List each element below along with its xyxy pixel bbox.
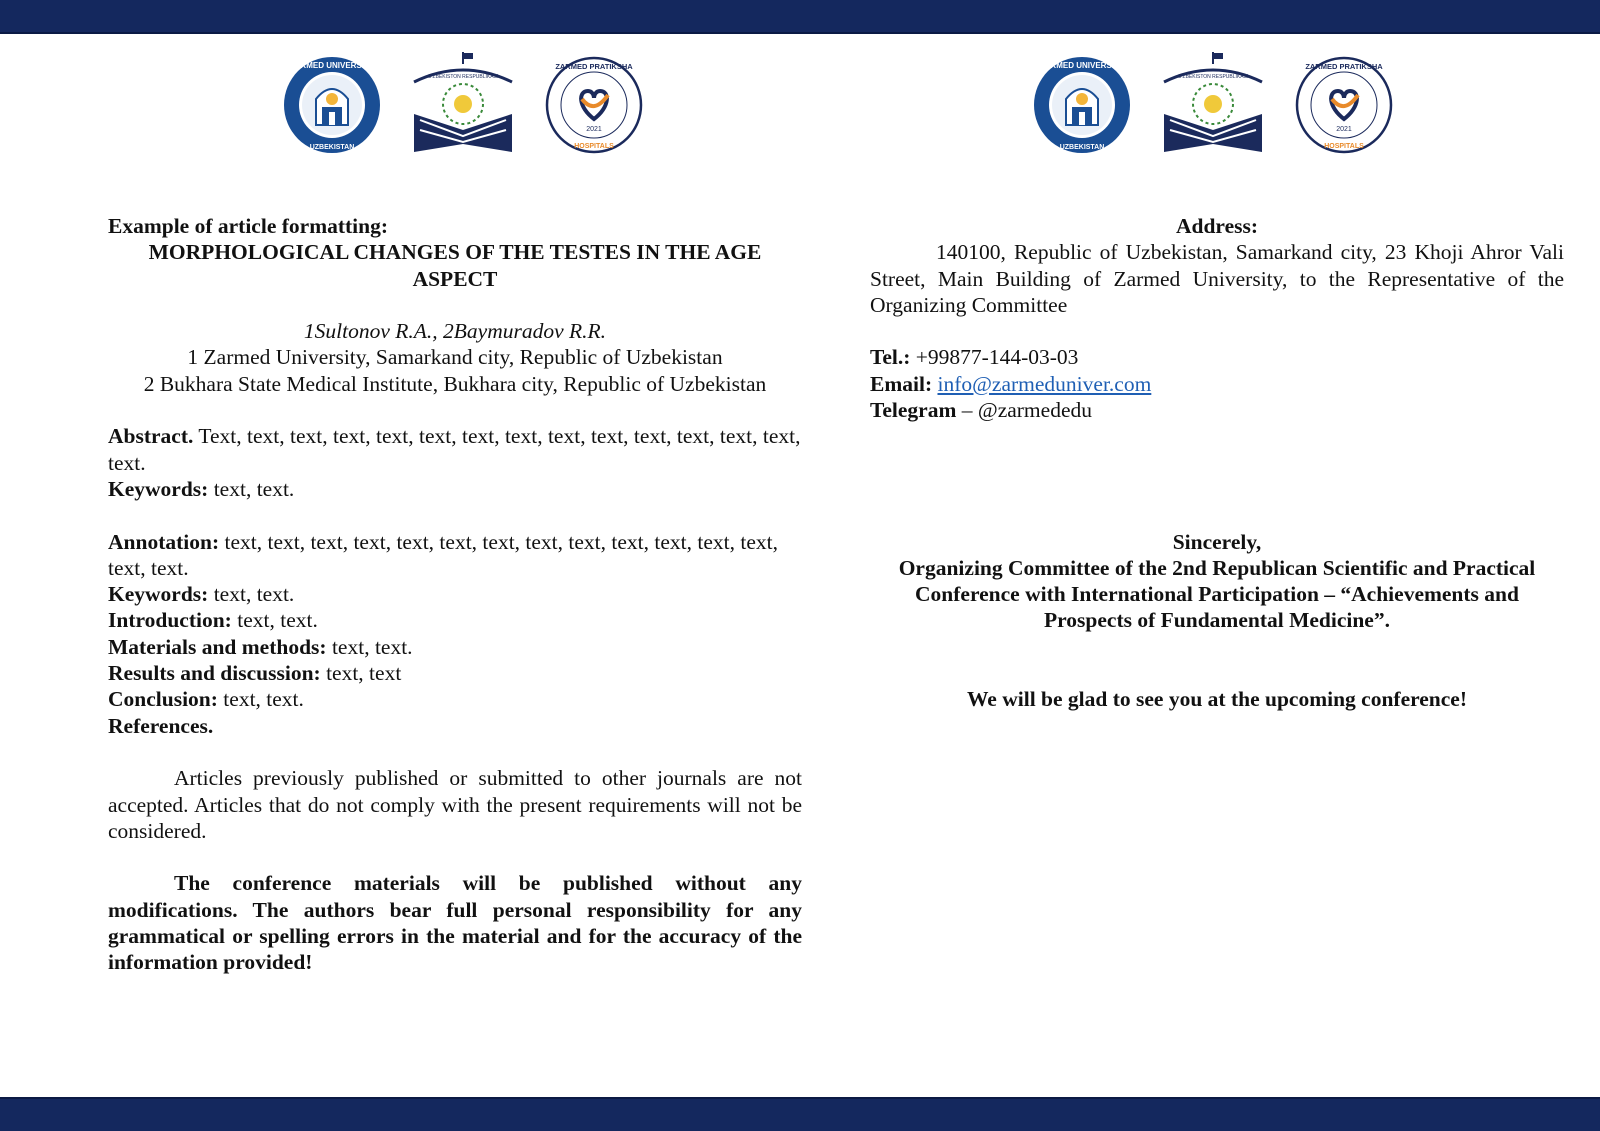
methods-paragraph (108, 634, 802, 660)
abstract-paragraph (108, 423, 802, 476)
conclusion-text: text, text. (217, 687, 304, 712)
book-emblem-logo (408, 52, 518, 158)
zarmed-logo-top-text: ZARMED UNIVERSITY (289, 61, 375, 70)
annotation-label: Annotation: (108, 529, 220, 554)
zarmed-university-logo (1032, 55, 1132, 155)
telegram-label: Telegram (870, 398, 957, 423)
pratiksha-year: 2021 (586, 126, 602, 133)
pratiksha-top-text: ZARMED PRATIKSHA (1305, 62, 1383, 71)
organizing-committee: Organizing Committee of the 2nd Republican Scientific and Practical Conference with International Participation – “Achievements and Prospects of Fundamental Medicine”. (898, 555, 1536, 633)
methods-text: text, text. (326, 634, 413, 659)
zarmed-logo-bottom-text: UZBEKISTAN (309, 144, 355, 151)
annotation-paragraph (108, 529, 802, 582)
address-text: 140100, Republic of Uzbekistan, Samarkand city, 23 Khoji Ahror Vali Street, Main Building of Zarmed University, to the Representative of the Organizing Committee (870, 240, 1564, 317)
book-emblem-logo (1158, 52, 1268, 158)
conclusion-paragraph (108, 686, 802, 712)
introduction-text: text, text. (231, 608, 318, 633)
introduction-paragraph (108, 607, 802, 633)
pratiksha-bottom-text: HOSPITALS (1324, 143, 1364, 150)
telegram-line (870, 397, 1564, 423)
sincerely: Sincerely, (1172, 529, 1262, 554)
email-link[interactable]: info@zarmeduniver.com (937, 371, 1152, 396)
references-label: References. (108, 713, 214, 738)
introduction-label: Introduction: (108, 608, 232, 633)
zarmed-logo-top-text: ZARMED UNIVERSITY (1039, 61, 1125, 70)
bottom-navy-band (0, 1097, 1600, 1131)
top-navy-band (0, 0, 1600, 34)
left-column (108, 213, 802, 976)
abstract-label: Abstract. (108, 424, 194, 449)
address-label: Address: (1175, 214, 1259, 238)
tel-label: Tel.: (870, 345, 911, 370)
tel-line (870, 344, 1564, 370)
methods-label: Materials and methods: (108, 634, 327, 659)
results-text: text, text (320, 661, 402, 686)
telegram-value: – @zarmededu (956, 398, 1092, 423)
affiliation-2: 2 Bukhara State Medical Institute, Bukhara city, Republic of Uzbekistan (143, 371, 767, 396)
conclusion-label: Conclusion: (108, 687, 218, 712)
pratiksha-hospitals-logo (1294, 55, 1394, 155)
book-emblem-caption: O'ZBEKISTON RESPUBLIKASI (1177, 74, 1249, 80)
article-title: MORPHOLOGICAL CHANGES OF THE TESTES IN THE AGE ASPECT (148, 240, 762, 291)
pratiksha-top-text: ZARMED PRATIKSHA (555, 62, 633, 71)
authors: 1Sultonov R.A., 2Baymuradov R.R. (303, 319, 607, 344)
responsibility-warning: The conference materials will be published without any modifications. The authors bear full personal responsibility for any grammatical or spelling errors in the material and for the accuracy of the information provided! (108, 871, 802, 975)
email-label: Email: (870, 371, 933, 396)
left-logo-group (282, 52, 644, 158)
zarmed-logo-bottom-text: UZBEKISTAN (1059, 144, 1105, 151)
pratiksha-hospitals-logo (544, 55, 644, 155)
right-column (870, 213, 1564, 713)
keywords-1-text: text, text. (208, 476, 295, 501)
pratiksha-bottom-text: HOSPITALS (574, 143, 614, 150)
closing-line: We will be glad to see you at the upcoming conference! (966, 687, 1468, 712)
keywords-2-text: text, text. (208, 582, 295, 607)
right-logo-group (1032, 52, 1394, 158)
zarmed-university-logo (282, 55, 382, 155)
submission-note: Articles previously published or submitted to other journals are not accepted. Articles that do not comply with the present requirements will not be considered. (108, 766, 802, 843)
affiliation-1: 1 Zarmed University, Samarkand city, Republic of Uzbekistan (187, 345, 723, 370)
keywords-1-label: Keywords: (108, 476, 209, 501)
results-paragraph (108, 660, 802, 686)
email-line (870, 371, 1564, 397)
keywords-2-label: Keywords: (108, 582, 209, 607)
example-label: Example of article formatting: (108, 214, 389, 238)
tel-value: +99877-144-03-03 (910, 345, 1079, 370)
book-emblem-caption: O'ZBEKISTON RESPUBLIKASI (427, 74, 499, 80)
keywords-2-paragraph (108, 581, 802, 607)
results-label: Results and discussion: (108, 661, 321, 686)
keywords-1-paragraph (108, 476, 802, 502)
pratiksha-year: 2021 (1336, 126, 1352, 133)
abstract-text: Text, text, text, text, text, text, text, text, text, text, text, text, text, text, text. (108, 424, 801, 475)
annotation-text: text, text, text, text, text, text, text, text, text, text, text, text, text, text, text. (108, 529, 778, 580)
